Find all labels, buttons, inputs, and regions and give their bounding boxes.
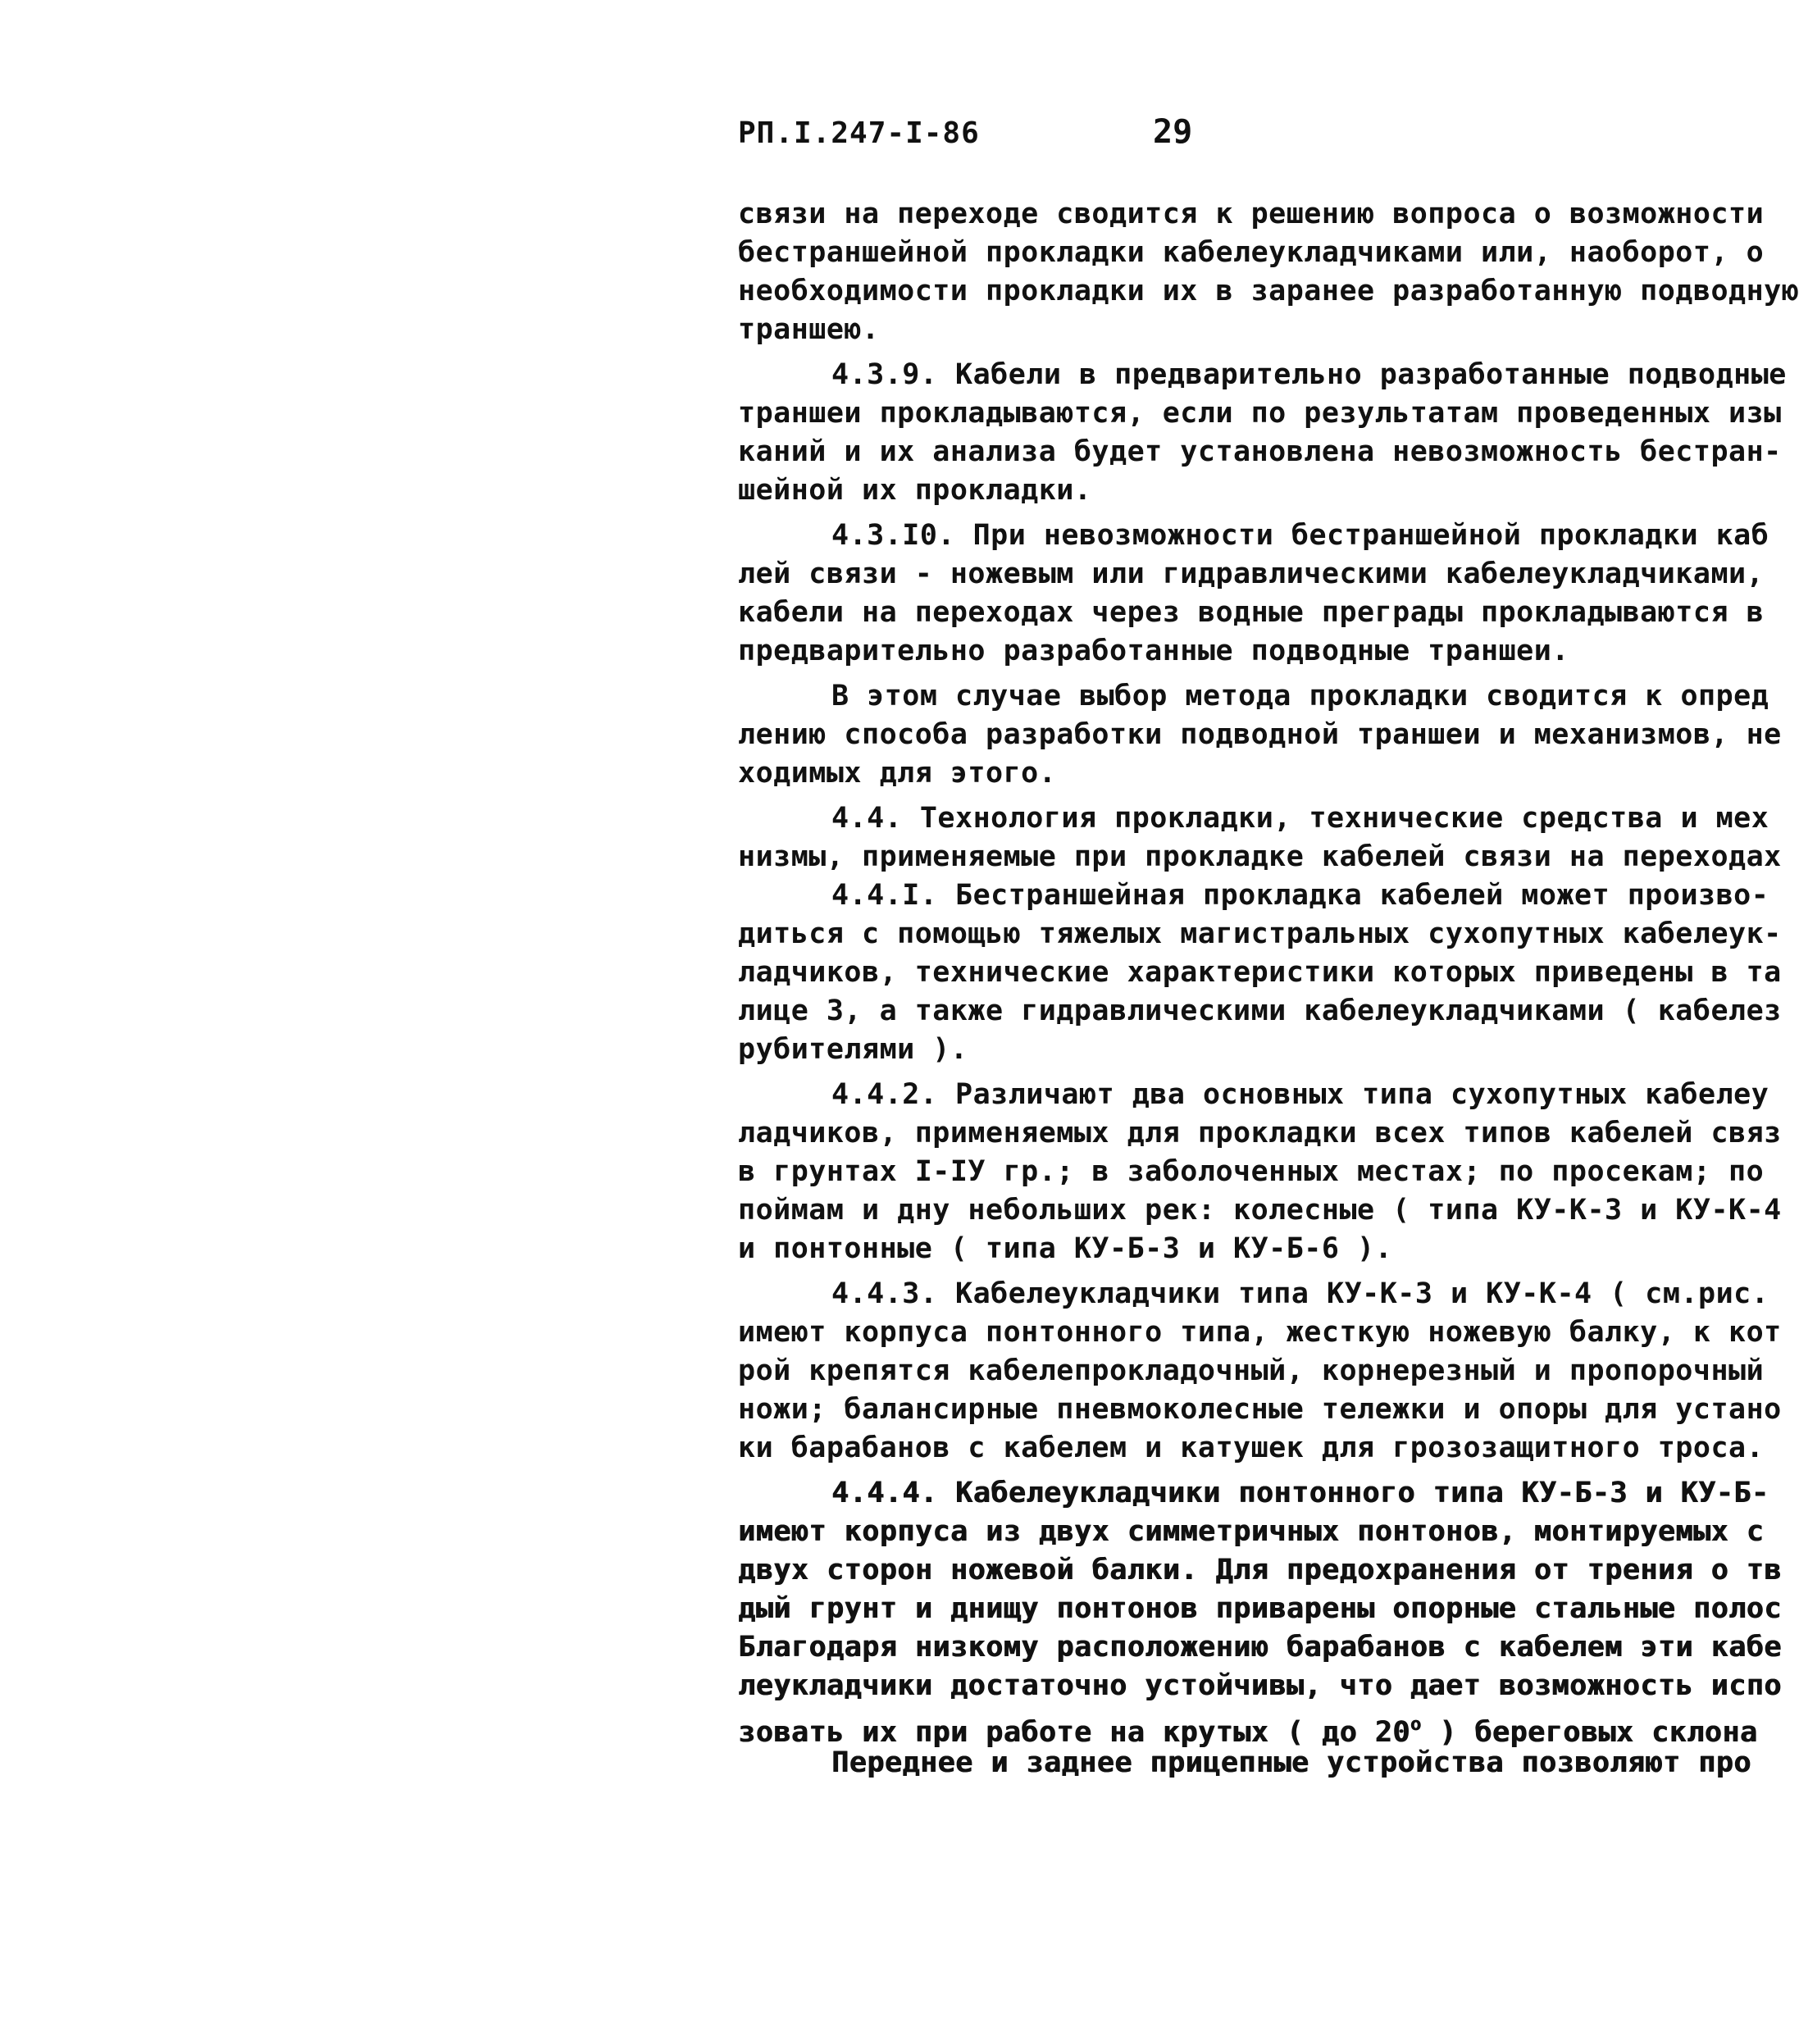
paragraph-gap [738,793,1660,799]
paragraph-4-4-1: 4.4.I. Бестраншейная прокладка кабелей может произво- [831,879,1769,912]
text-fragment: зовать их при работе на крутых ( до 20 [738,1716,1410,1749]
text-line: лице 3, а также гидравлическими кабелеукладчиками ( кабелез [738,995,1782,1027]
text-line-with-degree [738,1705,1758,1749]
paragraph-4-4-3: 4.4.3. Кабелеукладчики типа КУ-К-3 и КУ-К-4 ( см.рис. [831,1277,1769,1310]
text-line: предварительно разработанные подводные траншеи. [738,635,1569,667]
paragraph-4-3-10: 4.3.I0. При невозможности бестраншейной прокладки каб [831,519,1769,552]
text-line: ходимых для этого. [738,757,1057,790]
text-line: поймам и дну небольших рек: колесные ( типа КУ-К-3 и КУ-К-4 [738,1194,1782,1227]
paragraph-hitch-devices: Переднее и заднее прицепные устройства позволяют про [831,1746,1751,1779]
text-line: бестраншейной прокладки кабелеукладчиками или, наоборот, о [738,236,1765,269]
text-line: дый грунт и днищу понтонов приварены опорные стальные полос [738,1592,1782,1625]
paragraph-gap [738,1069,1660,1076]
text-line: имеют корпуса понтонного типа, жесткую ножевую балку, к кот [738,1316,1782,1349]
text-line: диться с помощью тяжелых магистральных сухопутных кабелеук- [738,917,1782,950]
text-line: двух сторон ножевой балки. Для предохранения от трения о тв [738,1554,1782,1586]
text-line: леукладчики достаточно устойчивы, что дает возможность испо [738,1669,1782,1702]
body-text [738,195,1799,1782]
text-line: траншею. [738,313,880,346]
text-line: траншеи прокладываются, если по результатам проведенных изы [738,397,1782,430]
paragraph-4-3-9: 4.3.9. Кабели в предварительно разработанные подводные [831,358,1787,391]
document-code: РП.I.247-I-86 [738,116,980,150]
text-line: лей связи - ножевым или гидравлическими кабелеукладчиками, [738,558,1765,590]
text-line: низмы, применяемые при прокладке кабелей связи на переходах [738,840,1782,873]
paragraph-gap [738,1468,1660,1474]
paragraph-gap [738,510,1660,517]
text-line: кабели на переходах через водные преграды прокладываются в [738,596,1765,629]
text-line: лению способа разработки подводной траншеи и механизмов, не [738,718,1782,751]
text-line: в грунтах I-IУ гр.; в заболоченных местах; по просекам; по [738,1155,1765,1188]
text-line: Благодаря низкому расположению барабанов с кабелем эти кабе [738,1631,1782,1664]
text-line: ножи; балансирные пневмоколесные тележки и опоры для устано [738,1393,1782,1426]
text-line: рой крепятся кабелепрокладочный, корнерезный и пропорочный [738,1354,1765,1387]
paragraph-gap [738,671,1660,677]
paragraph-method-choice: В этом случае выбор метода прокладки сводится к опред [831,680,1769,712]
section-heading-4-4: 4.4. Технология прокладки, технические средства и мех [831,802,1769,835]
paragraph-gap [738,1268,1660,1275]
text-line: шейной их прокладки. [738,474,1092,507]
paragraph-4-4-4: 4.4.4. Кабелеукладчики понтонного типа КУ-Б-3 и КУ-Б- [831,1477,1769,1509]
degree-superscript: о [1410,1714,1422,1735]
text-line: ладчиков, применяемых для прокладки всех типов кабелей связ [738,1117,1782,1149]
paragraph-gap [738,349,1660,356]
page-number: 29 [1153,113,1193,151]
paragraph-4-4-2: 4.4.2. Различают два основных типа сухопутных кабелеу [831,1078,1769,1111]
text-line: рубителями ). [738,1033,968,1066]
text-line: и понтонные ( типа КУ-Б-3 и КУ-Б-6 ). [738,1232,1393,1265]
text-line: ладчиков, технические характеристики которых приведены в та [738,956,1782,989]
text-line: имеют корпуса из двух симметричных понтонов, монтируемых с [738,1515,1765,1548]
text-fragment: ) береговых склона [1421,1716,1758,1749]
text-line: необходимости прокладки их в заранее разработанную подводную [738,275,1799,307]
text-line: ки барабанов с кабелем и катушек для грозозащитного троса. [738,1432,1765,1464]
text-line: каний и их анализа будет установлена невозможность бестран- [738,435,1782,468]
text-line: связи на переходе сводится к решению вопроса о возможности [738,198,1765,230]
